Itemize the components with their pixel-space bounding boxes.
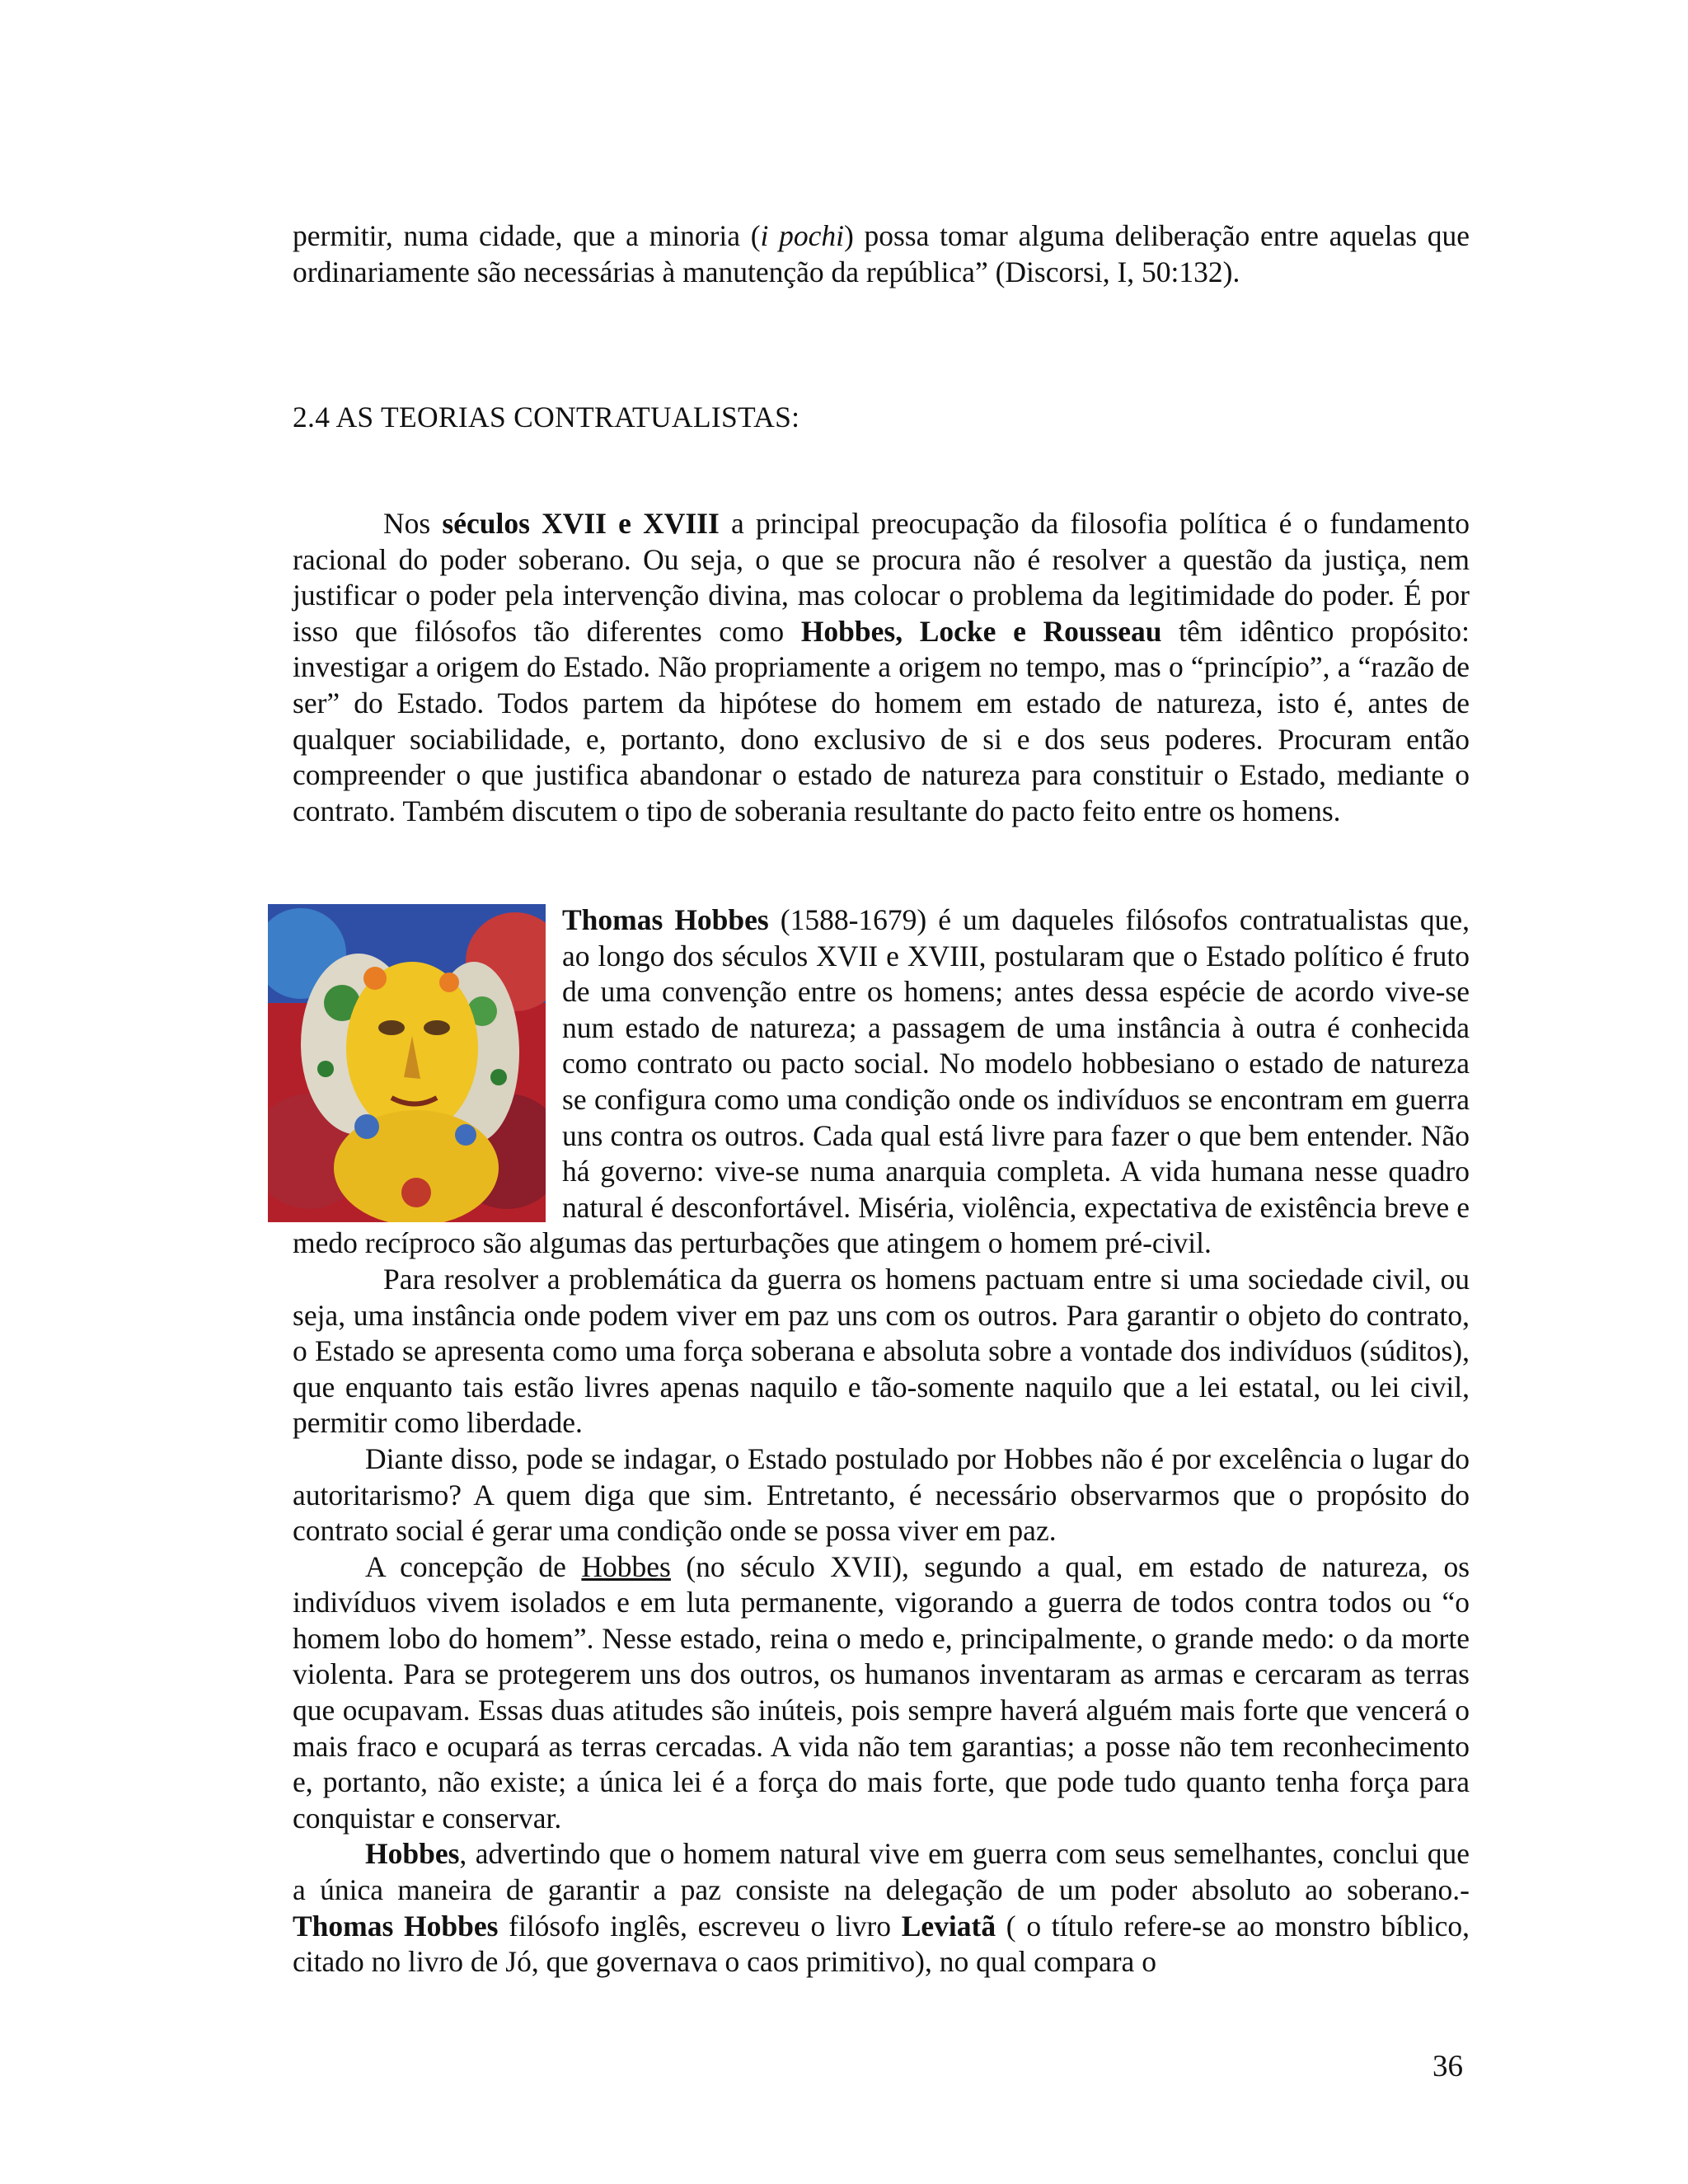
hobbes-bold: Thomas Hobbes xyxy=(562,903,769,936)
opening-italic: i pochi xyxy=(760,219,844,252)
opening-text-2: ) possa tomar alguma deliberação entre aquelas que ordinariamente são necessárias à manutenção da república” (Discorsi, I, 50:132). xyxy=(293,219,1470,288)
page-number: 36 xyxy=(1432,2050,1463,2083)
intro-paragraph xyxy=(293,506,1470,829)
portrait-painting xyxy=(268,904,546,1222)
final-text-2: filósofo inglês, escreveu o livro xyxy=(498,1909,902,1943)
para-concepcao xyxy=(293,1549,1470,1837)
intro-bold-1: séculos XVII e XVIII xyxy=(442,507,720,540)
para-diante-disso: Diante disso, pode se indagar, o Estado postulado por Hobbes não é por excelência o lugar do autoritarismo? A quem diga que sim. Entretanto, é necessário observarmos que o propósito do contrato social é gerar uma condição onde se possa viver em paz. xyxy=(293,1441,1470,1548)
concepcao-text-1: A concepção de xyxy=(365,1549,582,1583)
para-hobbes-final xyxy=(293,1836,1470,1980)
final-bold-2: Thomas Hobbes xyxy=(293,1909,499,1943)
opening-text-1: permitir, numa cidade, que a minoria ( xyxy=(293,219,761,252)
body-block xyxy=(293,902,1470,1980)
final-bold-3: Leviatã xyxy=(901,1909,996,1943)
hobbes-link[interactable]: Hobbes xyxy=(581,1549,671,1583)
final-text-3: ( o título refere-se ao monstro bíblico, citado no livro de Jó, que governava o caos primitivo), no qual compara o xyxy=(293,1909,1470,1979)
para-resolver: Para resolver a problemática da guerra os homens pactuam entre si uma sociedade civil, ou seja, uma instância onde podem viver em paz uns com os outros. Para garantir o objeto do contrato, o Estado se apresenta como uma força soberana e absoluta sobre a vontade dos indivíduos (súditos), que enquanto tais estão livres apenas naquilo e tão-somente naquilo que a lei estatal, ou lei civil, permitir como liberdade. xyxy=(293,1262,1470,1440)
concepcao-text-2: (no século XVII), segundo a qual, em estado de natureza, os indivíduos vivem isolados e em luta permanente, vigorando a guerra de todos contra todos ou “o homem lobo do homem”. Nesse estado, reina o medo e, principalmente, o grande medo: o da morte violenta. Para se protegerem uns dos outros, os humanos inventaram as armas e cercaram as terras que ocupavam. Essas duas atitudes são inúteis, pois sempre haverá alguém mais forte que vencerá o mais fraco e ocupará as terras cercadas. A vida não tem garantias; a posse não tem reconhecimento e, portanto, não existe; a única lei é a força do mais forte, que pode tudo quanto tenha força para conquistar e conservar. xyxy=(293,1549,1470,1835)
opening-paragraph xyxy=(293,218,1470,290)
intro-text-1: Nos xyxy=(383,507,443,540)
final-text-1: , advertindo que o homem natural vive em guerra com seus semelhantes, conclui que a única maneira de garantir a paz consiste na delegação de um poder absoluto ao soberano.- xyxy=(293,1837,1470,1907)
intro-text-2: a principal preocupação da filosofia política é o fundamento racional do poder soberano. Ou seja, o que se procura não é resolver a questão da justiça, nem justificar o poder pela intervenção divina, mas colocar o problema da legitimidade do poder. É por isso que filósofos tão diferentes como xyxy=(293,507,1470,648)
intro-text-3: têm idêntico propósito: investigar a origem do Estado. Não propriamente a origem no tempo, mas o “princípio”, a “razão de ser” do Estado. Todos partem da hipótese do homem em estado de natureza, isto é, antes de qualquer sociabilidade, e, portanto, dono exclusivo de si e dos seus poderes. Procuram então compreender o que justifica abandonar o estado de natureza para constituir o Estado, mediante o contrato. Também discutem o tipo de soberania resultante do pacto feito entre os homens. xyxy=(293,614,1470,827)
final-bold-1: Hobbes xyxy=(365,1837,460,1871)
hobbes-text: (1588-1679) é um daqueles filósofos contratualistas que, ao longo dos séculos XVII e XVIII, postularam que o Estado político é fruto de uma convenção entre os homens; antes dessa espécie de acordo vive-se num estado de natureza; a passagem de uma instância à outra é conhecida como contrato ou pacto social. No modelo hobbesiano o estado de natureza se configura como uma condição onde os indivíduos se encontram em guerra uns contra os outros. Cada qual está livre para fazer o que bem entender. Não há governo: vive-se numa anarquia completa. A vida humana nesse quadro natural é desconfortável. Miséria, violência, expectativa de existência breve e medo recíproco são algumas das perturbações que atingem o homem pré-civil. xyxy=(293,903,1470,1260)
intro-bold-2: Hobbes, Locke e Rousseau xyxy=(800,614,1162,648)
section-heading: 2.4 AS TEORIAS CONTRATUALISTAS: xyxy=(293,401,800,434)
hobbes-portrait-image xyxy=(268,904,546,1222)
